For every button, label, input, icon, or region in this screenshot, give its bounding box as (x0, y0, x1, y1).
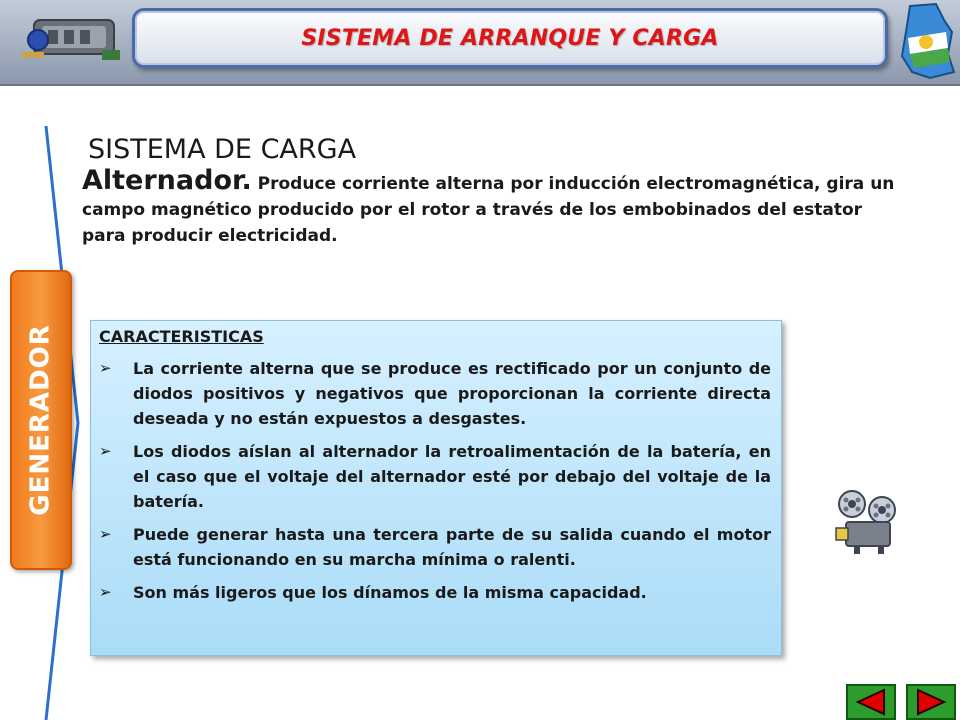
section-title: SISTEMA DE CARGA (88, 134, 357, 165)
title-box (132, 8, 888, 68)
list-item-text: La corriente alterna que se produce es rectificado por un conjunto de diodos positivos y negativos que proporcionan la corriente directa deseada y no están expuestos a desgastes. (133, 359, 771, 428)
engine-icon (18, 10, 126, 66)
list-item-text: Puede generar hasta una tercera parte de su salida cuando el motor está funcionando en su marcha mínima o ralenti. (133, 525, 771, 569)
triangle-left-icon (854, 688, 888, 716)
list-item (99, 580, 771, 605)
side-tab-generador (10, 270, 72, 570)
arrow-bullet-icon: ➢ (99, 583, 112, 601)
characteristics-heading: CARACTERISTICAS (99, 327, 264, 346)
arrow-bullet-icon: ➢ (99, 525, 112, 543)
intro-paragraph (82, 165, 902, 249)
list-item (99, 522, 771, 572)
side-tab-label: GENERADOR (26, 324, 57, 516)
term-alternador: Alternador. (82, 165, 252, 196)
film-projector-icon[interactable] (832, 488, 904, 556)
previous-slide-button[interactable] (846, 684, 896, 720)
list-item-text: Los diodos aíslan al alternador la retroalimentación de la batería, en el caso que el voltaje del alternador esté por debajo del voltaje de la batería. (133, 442, 771, 511)
triangle-right-icon (914, 688, 948, 716)
arrow-bullet-icon: ➢ (99, 442, 112, 460)
next-slide-button[interactable] (906, 684, 956, 720)
term-description: Produce corriente alterna por inducción electromagnética, gira un campo magnético producido por el rotor a través de los embobinados del estator para producir electricidad. (82, 174, 895, 246)
map-emblem-icon (896, 2, 956, 80)
characteristics-box (90, 320, 782, 656)
header-band (0, 0, 960, 86)
arrow-bullet-icon: ➢ (99, 359, 112, 377)
list-item-text: Son más ligeros que los dínamos de la misma capacidad. (133, 583, 647, 602)
list-item (99, 356, 771, 431)
characteristics-list (99, 356, 771, 605)
page-title: SISTEMA DE ARRANQUE Y CARGA (301, 25, 719, 51)
list-item (99, 439, 771, 514)
